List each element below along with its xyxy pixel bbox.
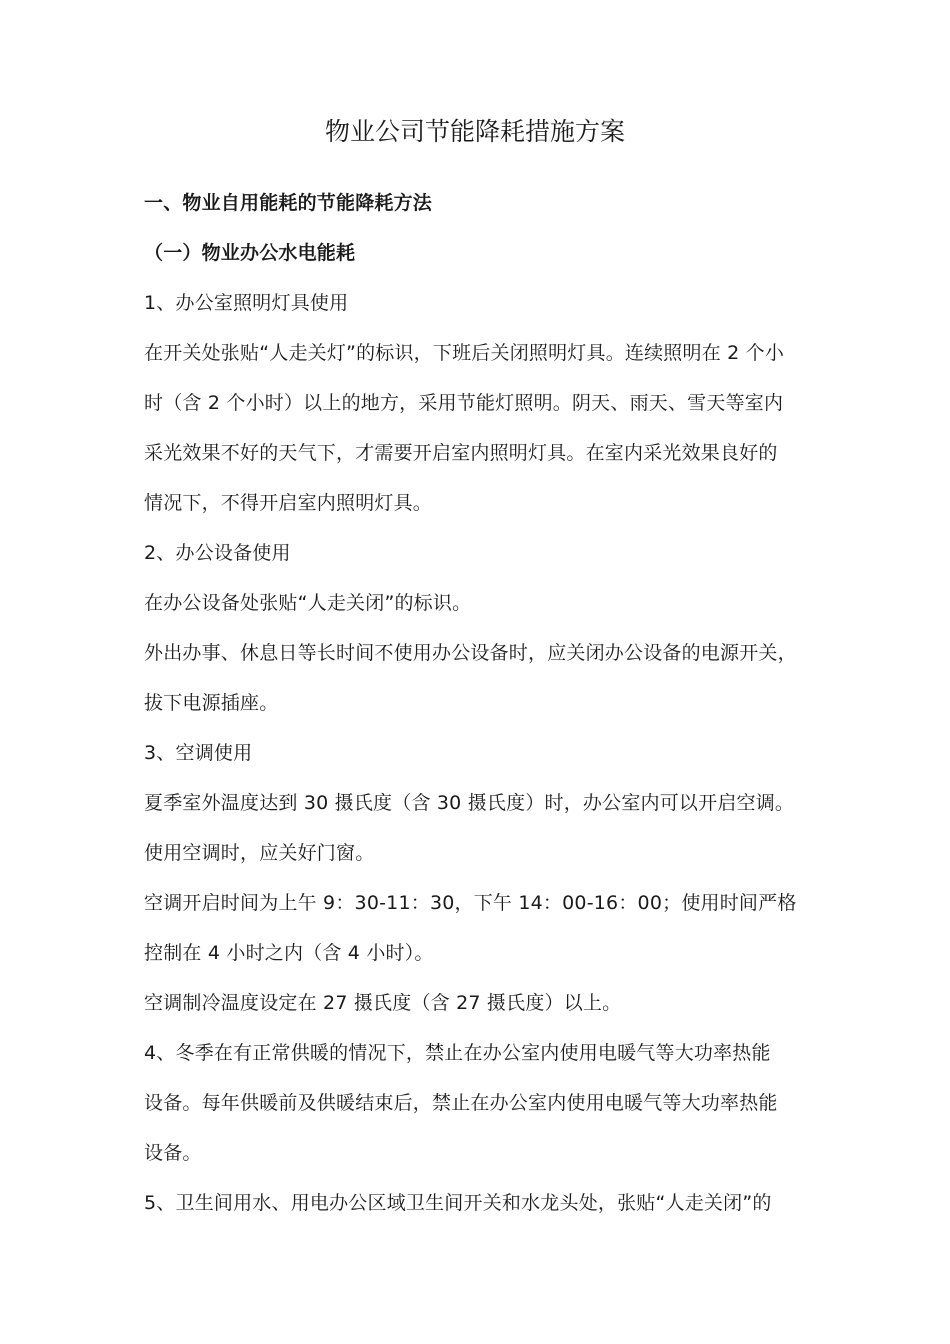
text-line: 情况下，不得开启室内照明灯具。 xyxy=(144,492,433,514)
section-heading: 一、物业自用能耗的节能降耗方法 xyxy=(144,192,433,214)
text-line: 空调开启时间为上午 9：30-11：30，下午 14：00-16：00；使用时间严格 xyxy=(144,892,797,914)
text-line: 2、办公设备使用 xyxy=(144,542,291,564)
document-title: 物业公司节能降耗措施方案 xyxy=(324,117,625,146)
text-line: 外出办事、休息日等长时间不使用办公设备时，应关闭办公设备的电源开关， xyxy=(144,642,797,664)
text-line: 时（含 2 个小时）以上的地方，采用节能灯照明。阴天、雨天、雪天等室内 xyxy=(144,392,784,414)
text-line: 夏季室外温度达到 30 摄氏度（含 30 摄氏度）时，办公室内可以开启空调。 xyxy=(144,792,795,814)
text-line: 空调制冷温度设定在 27 摄氏度（含 27 摄氏度）以上。 xyxy=(144,992,622,1014)
text-line: 设备。每年供暖前及供暖结束后，禁止在办公室内使用电暖气等大功率热能 xyxy=(144,1092,778,1114)
text-line: 在办公设备处张贴“人走关闭”的标识。 xyxy=(144,592,472,614)
text-line: 在开关处张贴“人走关灯”的标识，下班后关闭照明灯具。连续照明在 2 个小 xyxy=(144,342,785,364)
text-line: 1、办公室照明灯具使用 xyxy=(144,292,349,314)
text-line: 采光效果不好的天气下，才需要开启室内照明灯具。在室内采光效果良好的 xyxy=(144,442,778,464)
text-line: 5、卫生间用水、用电办公区域卫生间开关和水龙头处，张贴“人走关闭”的 xyxy=(144,1192,772,1214)
text-line: 3、空调使用 xyxy=(144,742,253,764)
text-line: 拔下电源插座。 xyxy=(144,692,279,714)
subsection-heading: （一）物业办公水电能耗 xyxy=(144,242,356,264)
text-line: 使用空调时，应关好门窗。 xyxy=(144,842,375,864)
text-line: 4、冬季在有正常供暖的情况下，禁止在办公室内使用电暖气等大功率热能 xyxy=(144,1042,771,1064)
text-line: 控制在 4 小时之内（含 4 小时）。 xyxy=(144,942,434,964)
document-body xyxy=(144,178,834,1228)
text-line: 设备。 xyxy=(144,1142,202,1164)
